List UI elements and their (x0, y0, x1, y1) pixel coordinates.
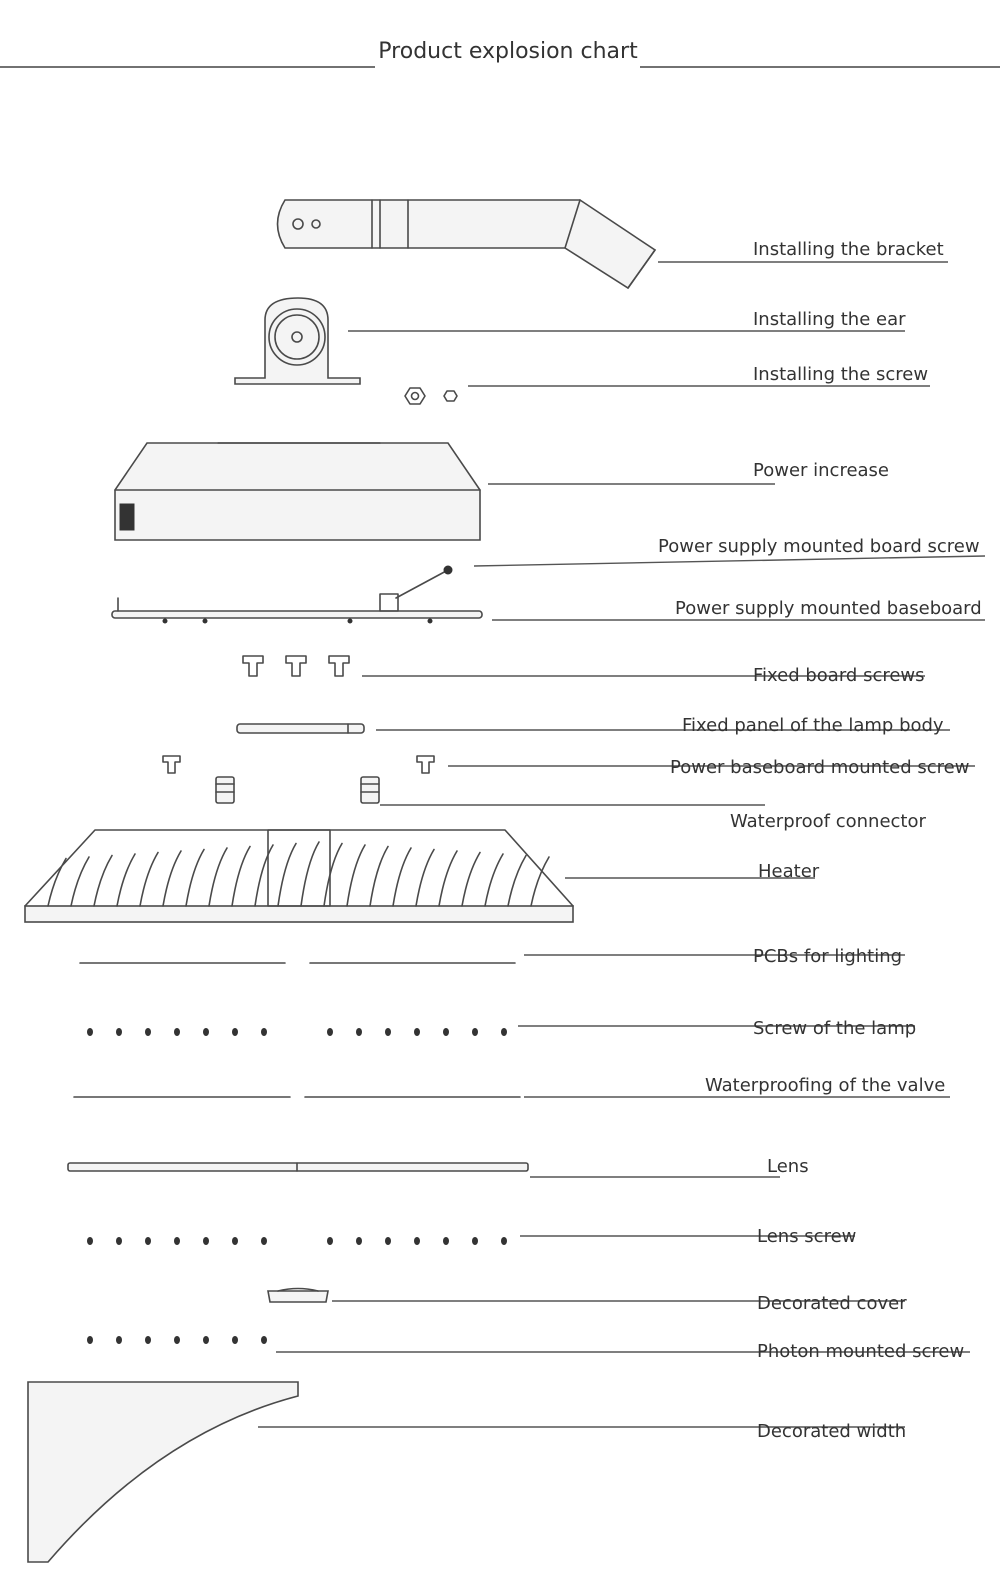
heater-fin (255, 845, 273, 906)
screw-dot (116, 1336, 122, 1344)
heater-part (25, 830, 573, 922)
screw-dot (203, 1237, 209, 1245)
bracket-part (278, 200, 656, 288)
screw-dot (356, 1237, 362, 1245)
heater-fin (324, 844, 342, 907)
screw-dot (443, 1237, 449, 1245)
power-increase-part (115, 443, 480, 540)
heater-fin (163, 851, 181, 906)
lens-part (68, 1163, 528, 1171)
screw-dot (145, 1237, 151, 1245)
heater-fin (209, 848, 227, 906)
screw-dot (87, 1336, 93, 1344)
lamp-screw-part (87, 1028, 507, 1036)
label-fixed-board-screws: Fixed board screws (753, 665, 925, 686)
label-photon-screw: Photon mounted screw (757, 1341, 965, 1362)
screw-dot (87, 1028, 93, 1036)
screw-dot (116, 1028, 122, 1036)
screw-dot (472, 1028, 478, 1036)
heater-fin (117, 854, 135, 906)
screw-dot (87, 1237, 93, 1245)
heater-fin (370, 847, 388, 907)
label-waterproof-connector: Waterproof connector (730, 811, 926, 832)
fixed-panel-part (237, 724, 364, 733)
label-cover: Decorated cover (757, 1293, 907, 1314)
screw-dot (116, 1237, 122, 1245)
fixed-board-screws-part (243, 656, 349, 676)
heater-fin (278, 844, 296, 907)
label-ps-board-screw: Power supply mounted board screw (658, 536, 980, 557)
heater-fin (301, 842, 319, 906)
screw-dot (203, 1336, 209, 1344)
power-baseboard-screw-part (163, 756, 434, 773)
label-heater: Heater (758, 861, 820, 882)
heater-fin (531, 857, 549, 906)
screw-dot (203, 1028, 209, 1036)
screw-dot (174, 1028, 180, 1036)
screw-dot (232, 1028, 238, 1036)
label-bracket: Installing the bracket (753, 239, 944, 260)
screw-dot (174, 1336, 180, 1344)
screw-dot (232, 1237, 238, 1245)
heater-fin (186, 850, 204, 907)
waterproof-connector-part (216, 777, 379, 803)
cover-part (268, 1289, 328, 1303)
screw-dot (385, 1028, 391, 1036)
screw-dot (145, 1028, 151, 1036)
lens-screw-part (87, 1237, 507, 1245)
screw-dot (327, 1028, 333, 1036)
screw-dot (356, 1028, 362, 1036)
heater-fin (416, 850, 434, 907)
heater-fin (485, 854, 503, 906)
label-lens: Lens (767, 1156, 809, 1177)
ps-board-screw-part (396, 566, 452, 598)
label-valve: Waterproofing of the valve (705, 1075, 946, 1096)
width-part (28, 1382, 298, 1562)
heater-fin (94, 856, 112, 907)
diagram-title: Product explosion chart (378, 39, 638, 64)
label-fixed-panel: Fixed panel of the lamp body (682, 715, 944, 736)
label-screw: Installing the screw (753, 364, 929, 385)
label-lamp-screw: Screw of the lamp (753, 1018, 917, 1039)
screw-dot (501, 1028, 507, 1036)
screw-dot (414, 1028, 420, 1036)
screw-dot (385, 1237, 391, 1245)
heater-fin (71, 857, 89, 906)
screw-dot (174, 1237, 180, 1245)
screw-dot (145, 1336, 151, 1344)
ps-baseboard-part (112, 594, 482, 623)
label-lens-screw: Lens screw (757, 1226, 857, 1247)
screw-dot (261, 1237, 267, 1245)
label-pcbs: PCBs for lighting (753, 946, 903, 967)
screw-dot (472, 1237, 478, 1245)
screw-dot (443, 1028, 449, 1036)
heater-fin (347, 845, 365, 906)
screw-dot (261, 1336, 267, 1344)
label-power-increase: Power increase (753, 460, 890, 481)
heater-fin (393, 848, 411, 906)
screw-dot (501, 1237, 507, 1245)
label-ear: Installing the ear (753, 309, 906, 330)
installing-screw-part (405, 388, 457, 404)
label-width: Decorated width (757, 1421, 907, 1442)
heater-fin (462, 853, 480, 907)
heater-fin (140, 853, 158, 907)
screw-dot (261, 1028, 267, 1036)
screw-dot (327, 1237, 333, 1245)
screw-dot (232, 1336, 238, 1344)
ear-part (235, 298, 360, 384)
ps-board-screw-leader (474, 556, 985, 566)
photon-screw-part (87, 1336, 267, 1344)
heater-fin (232, 847, 250, 907)
heater-fin (439, 851, 457, 906)
screw-dot (414, 1237, 420, 1245)
heater-fin (508, 856, 526, 907)
heater-fin (48, 859, 66, 907)
label-power-baseboard-screw: Power baseboard mounted screw (670, 757, 970, 778)
label-ps-baseboard: Power supply mounted baseboard (675, 598, 982, 619)
